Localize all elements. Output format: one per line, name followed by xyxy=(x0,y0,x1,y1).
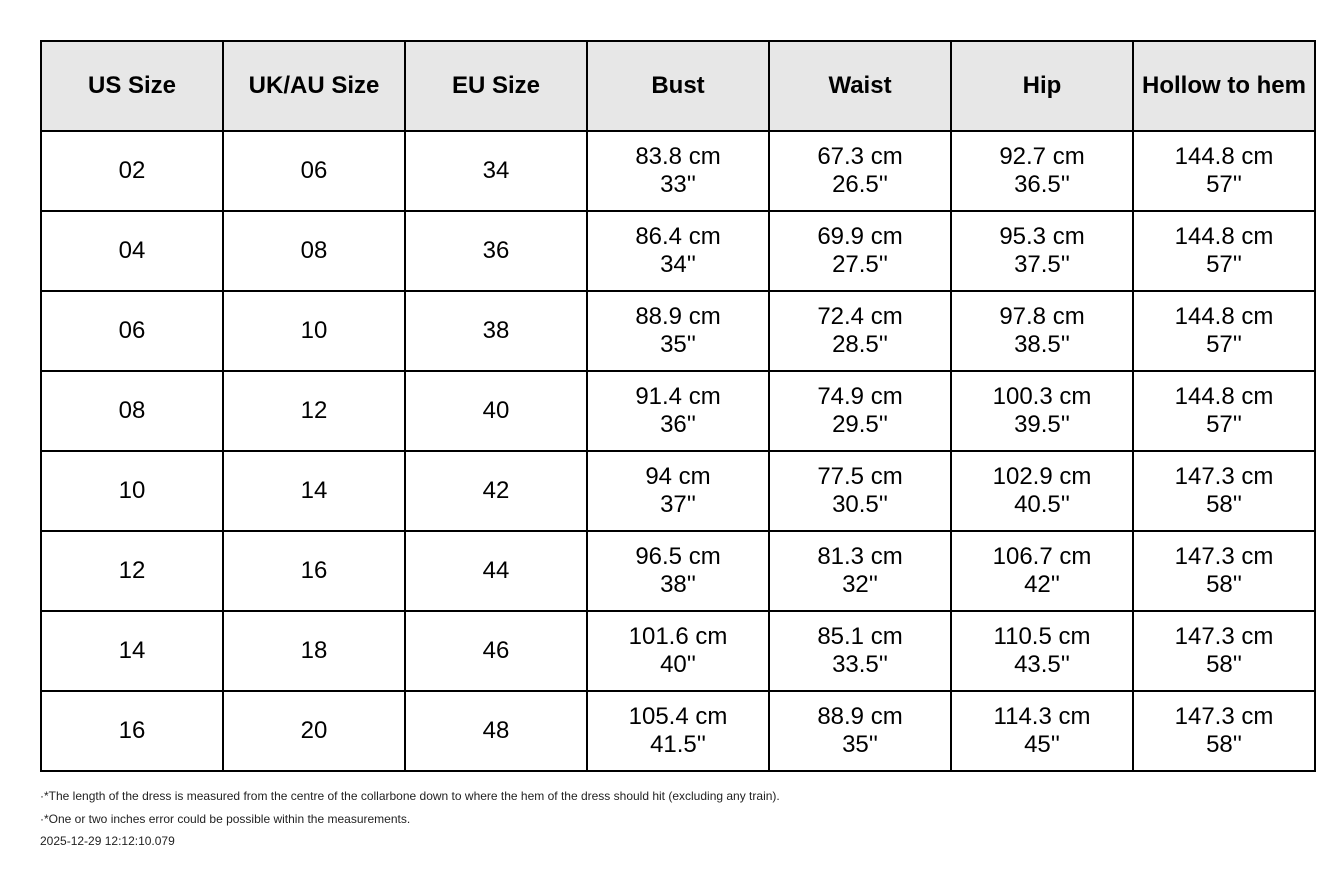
value-inches: 33'' xyxy=(660,171,696,198)
table-row xyxy=(41,531,1315,611)
value-cm: 144.8 cm xyxy=(1174,383,1274,410)
cell-us-size: 06 xyxy=(41,291,223,371)
value-cm: 147.3 cm xyxy=(1174,463,1274,490)
cell-us-size: 16 xyxy=(41,691,223,771)
value-cm: 144.8 cm xyxy=(1174,223,1274,250)
cell-hip xyxy=(951,451,1133,531)
value-inches: 57'' xyxy=(1206,171,1242,198)
value-cm: 95.3 cm xyxy=(999,223,1085,250)
value-cm: 74.9 cm xyxy=(817,383,903,410)
cell-bust xyxy=(587,611,769,691)
value-inches: 28.5'' xyxy=(832,331,888,358)
cell-uk-au-size: 14 xyxy=(223,451,405,531)
value-cm: 67.3 cm xyxy=(817,143,903,170)
value-cm: 85.1 cm xyxy=(817,623,903,650)
value-cm: 69.9 cm xyxy=(817,223,903,250)
value-cm: 147.3 cm xyxy=(1174,703,1274,730)
header-us-size: US Size xyxy=(41,41,223,131)
value-inches: 40'' xyxy=(660,651,696,678)
header-waist: Waist xyxy=(769,41,951,131)
cell-eu-size: 36 xyxy=(405,211,587,291)
cell-bust xyxy=(587,211,769,291)
cell-eu-size: 48 xyxy=(405,691,587,771)
cell-uk-au-size: 08 xyxy=(223,211,405,291)
value-cm: 106.7 cm xyxy=(992,543,1092,570)
value-cm: 147.3 cm xyxy=(1174,623,1274,650)
value-inches: 57'' xyxy=(1206,331,1242,358)
cell-bust xyxy=(587,371,769,451)
cell-eu-size: 44 xyxy=(405,531,587,611)
value-inches: 37.5'' xyxy=(1014,251,1070,278)
value-inches: 27.5'' xyxy=(832,251,888,278)
size-chart-table xyxy=(40,40,1316,772)
cell-hollow-to-hem xyxy=(1133,451,1315,531)
table-body xyxy=(41,131,1315,771)
value-inches: 57'' xyxy=(1206,411,1242,438)
cell-hip xyxy=(951,611,1133,691)
value-cm: 147.3 cm xyxy=(1174,543,1274,570)
header-hollow-to-hem: Hollow to hem xyxy=(1133,41,1315,131)
cell-hip xyxy=(951,131,1133,211)
value-inches: 34'' xyxy=(660,251,696,278)
cell-hollow-to-hem xyxy=(1133,531,1315,611)
cell-hollow-to-hem xyxy=(1133,211,1315,291)
table-row xyxy=(41,211,1315,291)
value-cm: 100.3 cm xyxy=(992,383,1092,410)
value-cm: 114.3 cm xyxy=(993,703,1091,730)
cell-bust xyxy=(587,691,769,771)
value-cm: 83.8 cm xyxy=(635,143,721,170)
value-inches: 43.5'' xyxy=(1014,651,1070,678)
cell-hip xyxy=(951,531,1133,611)
value-inches: 26.5'' xyxy=(832,171,888,198)
value-inches: 33.5'' xyxy=(832,651,888,678)
cell-waist xyxy=(769,211,951,291)
cell-hollow-to-hem xyxy=(1133,371,1315,451)
cell-hollow-to-hem xyxy=(1133,291,1315,371)
cell-us-size: 08 xyxy=(41,371,223,451)
cell-us-size: 14 xyxy=(41,611,223,691)
value-inches: 32'' xyxy=(842,571,878,598)
cell-us-size: 10 xyxy=(41,451,223,531)
cell-eu-size: 34 xyxy=(405,131,587,211)
value-inches: 40.5'' xyxy=(1014,491,1070,518)
cell-waist xyxy=(769,611,951,691)
value-cm: 72.4 cm xyxy=(817,303,903,330)
cell-waist xyxy=(769,291,951,371)
value-cm: 92.7 cm xyxy=(999,143,1085,170)
value-cm: 105.4 cm xyxy=(628,703,728,730)
cell-us-size: 02 xyxy=(41,131,223,211)
header-eu-size: EU Size xyxy=(405,41,587,131)
value-inches: 45'' xyxy=(1024,731,1060,758)
value-inches: 30.5'' xyxy=(832,491,888,518)
cell-waist xyxy=(769,371,951,451)
footnotes xyxy=(40,786,780,832)
cell-waist xyxy=(769,451,951,531)
value-cm: 77.5 cm xyxy=(817,463,903,490)
value-cm: 144.8 cm xyxy=(1174,143,1274,170)
header-bust: Bust xyxy=(587,41,769,131)
cell-hip xyxy=(951,211,1133,291)
value-cm: 96.5 cm xyxy=(635,543,721,570)
cell-bust xyxy=(587,451,769,531)
cell-waist xyxy=(769,691,951,771)
cell-bust xyxy=(587,531,769,611)
cell-waist xyxy=(769,531,951,611)
cell-us-size: 12 xyxy=(41,531,223,611)
value-cm: 97.8 cm xyxy=(999,303,1085,330)
table-row xyxy=(41,131,1315,211)
value-inches: 41.5'' xyxy=(650,731,706,758)
cell-uk-au-size: 16 xyxy=(223,531,405,611)
table-row xyxy=(41,291,1315,371)
value-cm: 91.4 cm xyxy=(635,383,721,410)
header-uk-au-size: UK/AU Size xyxy=(223,41,405,131)
value-inches: 29.5'' xyxy=(832,411,888,438)
value-inches: 38.5'' xyxy=(1014,331,1070,358)
table-row xyxy=(41,451,1315,531)
header-row xyxy=(41,41,1315,131)
table-header xyxy=(41,41,1315,131)
value-cm: 88.9 cm xyxy=(635,303,721,330)
cell-eu-size: 40 xyxy=(405,371,587,451)
header-hip: Hip xyxy=(951,41,1133,131)
value-inches: 39.5'' xyxy=(1014,411,1070,438)
value-cm: 94 cm xyxy=(645,463,711,490)
value-inches: 42'' xyxy=(1024,571,1060,598)
timestamp: 2025-12-29 12:12:10.079 xyxy=(40,834,175,848)
cell-uk-au-size: 10 xyxy=(223,291,405,371)
footnote-dress-length: ·*The length of the dress is measured from the centre of the collarbone down to where the hem of the dress should hit (excluding any train). xyxy=(40,789,780,803)
footnote-measurement-error: ·*One or two inches error could be possible within the measurements. xyxy=(40,812,411,826)
cell-uk-au-size: 06 xyxy=(223,131,405,211)
value-cm: 102.9 cm xyxy=(992,463,1092,490)
cell-uk-au-size: 12 xyxy=(223,371,405,451)
value-inches: 35'' xyxy=(660,331,696,358)
cell-waist xyxy=(769,131,951,211)
value-inches: 38'' xyxy=(660,571,696,598)
cell-uk-au-size: 18 xyxy=(223,611,405,691)
cell-eu-size: 46 xyxy=(405,611,587,691)
value-inches: 57'' xyxy=(1206,251,1242,278)
cell-hollow-to-hem xyxy=(1133,611,1315,691)
value-inches: 37'' xyxy=(660,491,696,518)
table-row xyxy=(41,611,1315,691)
cell-hollow-to-hem xyxy=(1133,131,1315,211)
value-inches: 58'' xyxy=(1206,651,1242,678)
cell-eu-size: 42 xyxy=(405,451,587,531)
value-inches: 36.5'' xyxy=(1014,171,1070,198)
value-cm: 88.9 cm xyxy=(817,703,903,730)
cell-hip xyxy=(951,291,1133,371)
value-inches: 58'' xyxy=(1206,491,1242,518)
table-row xyxy=(41,691,1315,771)
value-inches: 36'' xyxy=(660,411,696,438)
cell-bust xyxy=(587,131,769,211)
cell-hollow-to-hem xyxy=(1133,691,1315,771)
value-inches: 58'' xyxy=(1206,731,1242,758)
value-cm: 110.5 cm xyxy=(993,623,1091,650)
value-cm: 81.3 cm xyxy=(817,543,903,570)
cell-eu-size: 38 xyxy=(405,291,587,371)
table-row xyxy=(41,371,1315,451)
value-cm: 86.4 cm xyxy=(635,223,721,250)
value-cm: 101.6 cm xyxy=(628,623,728,650)
cell-us-size: 04 xyxy=(41,211,223,291)
value-inches: 35'' xyxy=(842,731,878,758)
cell-bust xyxy=(587,291,769,371)
value-cm: 144.8 cm xyxy=(1174,303,1274,330)
value-inches: 58'' xyxy=(1206,571,1242,598)
cell-hip xyxy=(951,371,1133,451)
cell-uk-au-size: 20 xyxy=(223,691,405,771)
cell-hip xyxy=(951,691,1133,771)
